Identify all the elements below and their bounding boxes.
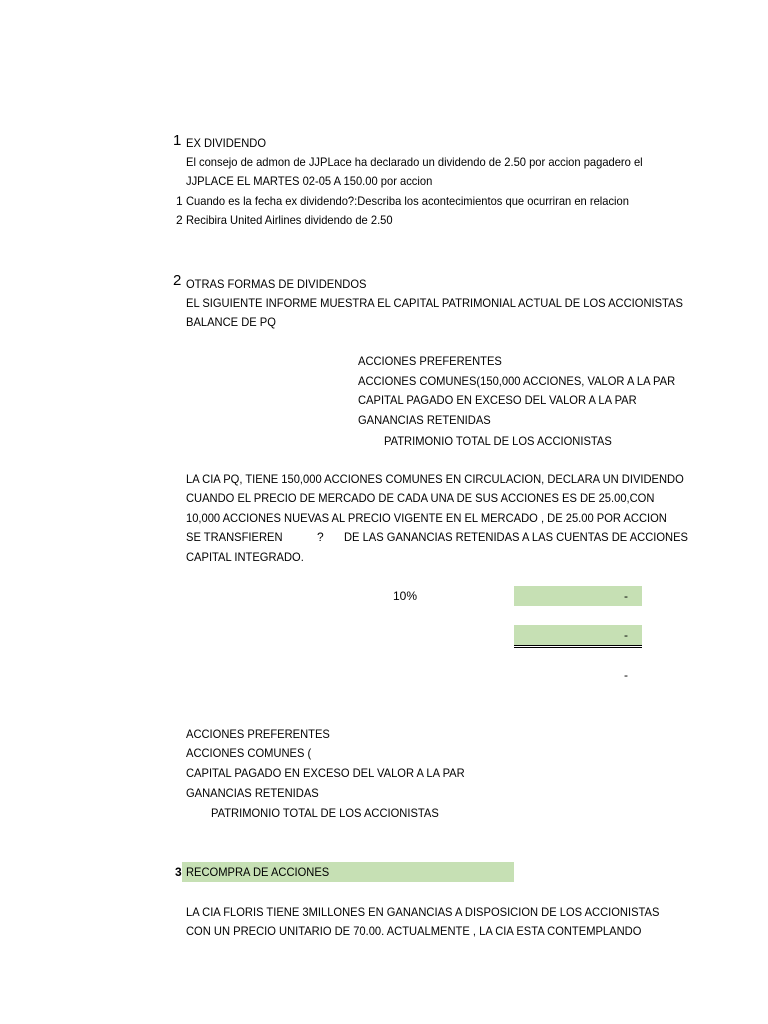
section-1-line-2: JJPLACE EL MARTES 02-05 A 150.00 por accion xyxy=(186,174,433,188)
section-3-line-1: LA CIA FLORIS TIENE 3MILLONES EN GANANCIAS A DISPOSICION DE LOS ACCIONISTAS xyxy=(186,905,660,919)
balance2-common-label: ACCIONES COMUNES ( xyxy=(186,746,312,760)
balance-excess-label: CAPITAL PAGADO EN EXCESO DEL VALOR A LA PAR xyxy=(358,393,637,407)
paragraph-line-3: 10,000 ACCIONES NUEVAS AL PRECIO VIGENTE EN EL MERCADO , DE 25.00 POR ACCION xyxy=(186,511,667,525)
calc-value-1: - xyxy=(624,589,628,603)
section-2-number: 2 xyxy=(173,272,182,289)
balance-retained-label: GANANCIAS RETENIDAS xyxy=(358,413,491,427)
paragraph-line-4a: SE TRANSFIEREN xyxy=(186,530,283,544)
section-1-title: EX DIVIDENDO xyxy=(186,136,266,150)
balance-common-label: ACCIONES COMUNES(150,000 ACCIONES, VALOR A LA PAR xyxy=(358,374,676,388)
question-1-text: Cuando es la fecha ex dividendo?:Describa los acontecimientos que ocurriran en relacion xyxy=(186,194,629,208)
section-3-number: 3 xyxy=(175,865,182,879)
double-underline xyxy=(514,645,642,648)
section-3-line-2: CON UN PRECIO UNITARIO DE 70.00. ACTUALMENTE , LA CIA ESTA CONTEMPLANDO xyxy=(186,924,642,938)
balance-total-label: PATRIMONIO TOTAL DE LOS ACCIONISTAS xyxy=(384,434,612,448)
paragraph-line-4b: DE LAS GANANCIAS RETENIDAS A LAS CUENTAS DE ACCIONES xyxy=(344,530,688,544)
calc-value-3: - xyxy=(624,668,628,682)
paragraph-line-2: CUANDO EL PRECIO DE MERCADO DE CADA UNA DE SUS ACCIONES ES DE 25.00,CON xyxy=(186,491,655,505)
paragraph-question-mark: ? xyxy=(317,530,324,544)
calc-value-2: - xyxy=(624,628,628,642)
paragraph-line-1: LA CIA PQ, TIENE 150,000 ACCIONES COMUNES EN CIRCULACION, DECLARA UN DIVIDENDO xyxy=(186,472,684,486)
balance-pref-label: ACCIONES PREFERENTES xyxy=(358,354,502,368)
section-2-intro-1: EL SIGUIENTE INFORME MUESTRA EL CAPITAL PATRIMONIAL ACTUAL DE LOS ACCIONISTAS xyxy=(186,296,683,310)
section-3-title: RECOMPRA DE ACCIONES xyxy=(186,865,330,879)
balance2-retained-label: GANANCIAS RETENIDAS xyxy=(186,786,319,800)
balance2-total-label: PATRIMONIO TOTAL DE LOS ACCIONISTAS xyxy=(211,806,439,820)
section-2-title: OTRAS FORMAS DE DIVIDENDOS xyxy=(186,277,367,291)
question-1-number: 1 xyxy=(176,194,183,208)
balance2-excess-label: CAPITAL PAGADO EN EXCESO DEL VALOR A LA PAR xyxy=(186,766,465,780)
balance2-pref-label: ACCIONES PREFERENTES xyxy=(186,727,330,741)
calc-cell-2[interactable] xyxy=(514,625,642,645)
section-1-line-1: El consejo de admon de JJPLace ha declarado un dividendo de 2.50 por accion pagadero el xyxy=(186,155,643,169)
dividend-percent: 10% xyxy=(393,589,418,603)
section-2-intro-2: BALANCE DE PQ xyxy=(186,315,276,329)
question-2-text: Recibira United Airlines dividendo de 2.50 xyxy=(186,213,393,227)
paragraph-line-5: CAPITAL INTEGRADO. xyxy=(186,550,304,564)
section-1-number: 1 xyxy=(173,132,182,149)
question-2-number: 2 xyxy=(176,213,183,227)
calc-cell-1[interactable] xyxy=(514,586,642,606)
